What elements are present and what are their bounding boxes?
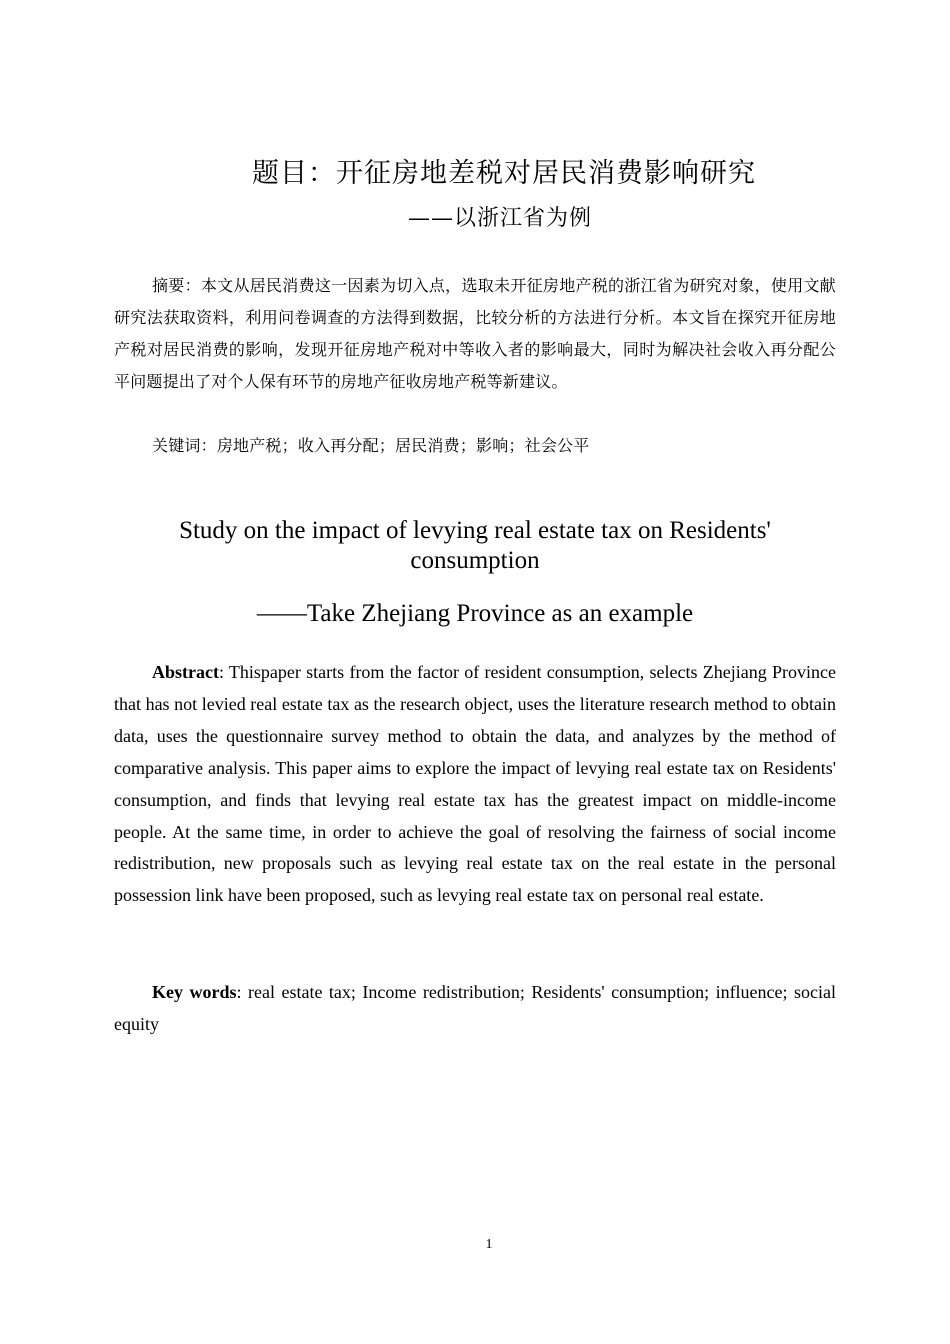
page-number: 1: [485, 1237, 493, 1252]
chinese-subtitle: ——以浙江省为例: [407, 206, 592, 231]
chinese-keywords-label: 关键词：: [152, 436, 217, 455]
english-keywords-text: : real estate tax; Income redistribution; Residents' consumption; influence; social equity: [114, 982, 837, 1034]
english-abstract-label: Abstract: [152, 662, 219, 682]
english-keywords-label: Key words: [152, 982, 237, 1002]
chinese-title: 题目：开征房地差税对居民消费影响研究: [252, 158, 756, 189]
english-abstract-text: : Thispaper starts from the factor of resident consumption, selects Zhejiang Province that has not levied real estate tax as the research object, uses the literature research method to obtain data, uses the questionnaire survey method to obtain the data, and analyzes by the method of comparative analysis. This paper aims to explore the impact of levying real estate tax on Residents' consumption, and finds that levying real estate tax has the greatest impact on middle-income people. At the same time, in order to achieve the goal of resolving the fairness of social income redistribution, new proposals such as levying real estate tax on the real estate in the personal possession link have been proposed, such as levying real estate tax on personal real estate.: [114, 662, 836, 906]
chinese-keywords: [114, 430, 836, 462]
english-title: Study on the impact of levying real estate tax on Residents' consumption: [179, 517, 771, 574]
chinese-abstract-text: 本文从居民消费这一因素为切入点，选取未开征房地产税的浙江省为研究对象，使用文献研究法获取资料，利用问卷调查的方法得到数据，比较分析的方法进行分析。本文旨在探究开征房地产税对居民消费的影响，发现开征房地产税对中等收入者的影响最大，同时为解决社会收入再分配公平问题提出了对个人保有环节的房地产征收房地产税等新建议。: [114, 276, 836, 391]
english-abstract: [114, 657, 836, 912]
chinese-abstract-label: 摘要：: [152, 276, 201, 295]
chinese-abstract: [114, 270, 836, 398]
chinese-keywords-text: 房地产税；收入再分配；居民消费；影响；社会公平: [216, 436, 590, 455]
english-subtitle: ——Take Zhejiang Province as an example: [256, 600, 694, 627]
english-keywords: [114, 976, 836, 1040]
